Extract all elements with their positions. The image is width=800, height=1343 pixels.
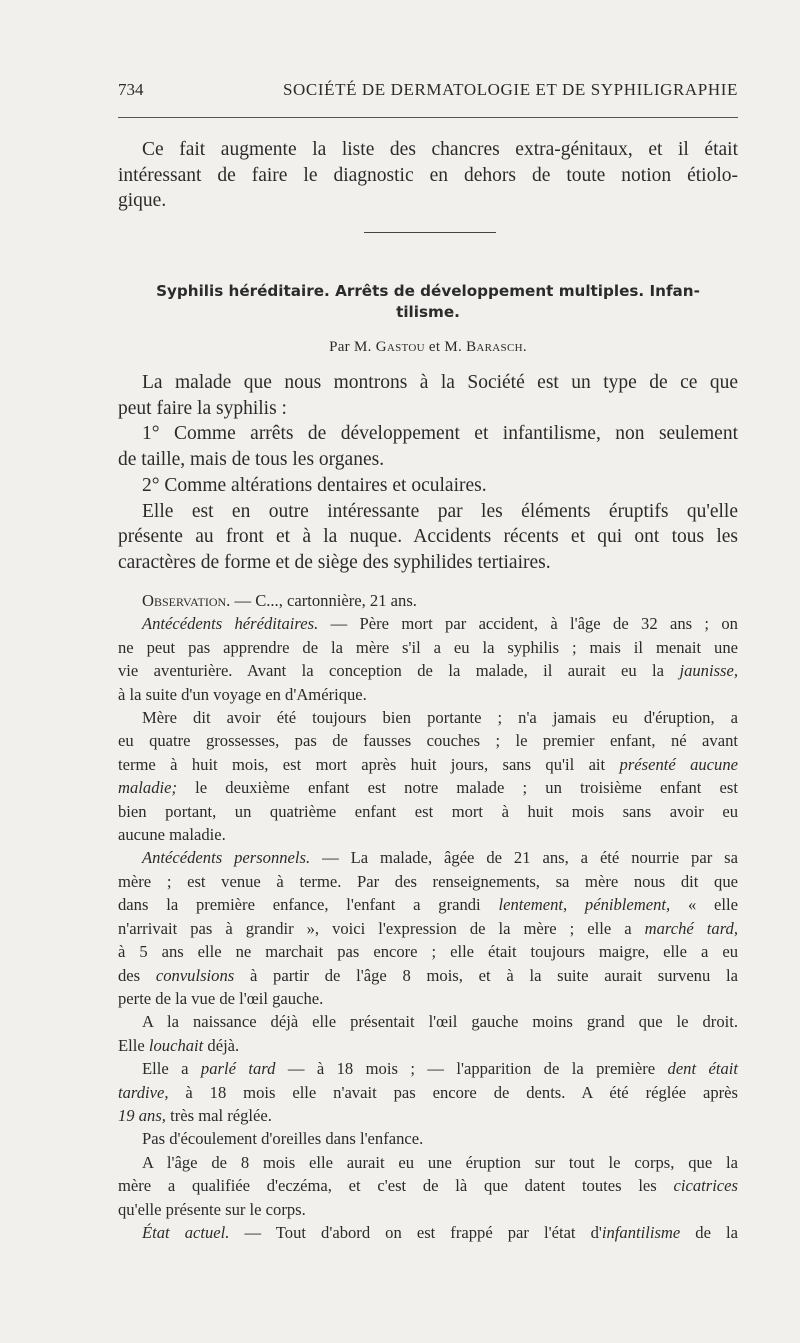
observation-label: Observation.: [142, 591, 231, 610]
author-name: Barasch: [466, 339, 523, 355]
text-line: à la suite d'un voyage en d'Amérique.: [118, 684, 367, 704]
text-line: Mère dit avoir été toujours bien portante ; n'a jamais eu d'éruption, a: [142, 708, 738, 728]
text-line: [118, 1221, 738, 1244]
text-line: Pas d'écoulement d'oreilles dans l'enfance.: [142, 1129, 424, 1149]
text-line: [118, 753, 738, 776]
text-run: dent était: [667, 1059, 738, 1079]
text-run: maladie;: [118, 778, 177, 798]
text-line: [118, 846, 738, 869]
running-title: SOCIÉTÉ DE DERMATOLOGIE ET DE SYPHILIGRAPHIE: [282, 80, 738, 99]
text-line: peut faire la syphilis :: [118, 397, 287, 419]
intro-paragraph: [118, 137, 738, 214]
text-run: déjà.: [203, 1035, 240, 1055]
text-run: mère a qualifiée d'eczéma, et c'est de là que datent toutes les: [118, 1176, 674, 1196]
hereditary-label: Antécédents héréditaires.: [142, 614, 319, 634]
text-line: bien portant, un quatrième enfant est mort à huit mois sans avoir eu: [118, 801, 738, 821]
text-run: très mal réglée.: [165, 1105, 272, 1125]
text-line: [118, 1057, 738, 1080]
text-line: [118, 776, 738, 799]
text-line: présente au front et à la nuque. Accidents récents et qui ont tous les: [118, 526, 738, 548]
text-line: 2° Comme altérations dentaires et oculaires.: [142, 474, 487, 496]
text-run: dans la première enfance, l'enfant a grandi: [118, 895, 499, 915]
running-head: [118, 80, 738, 100]
text-line: perte de la vue de l'œil gauche.: [118, 988, 324, 1008]
text-line: gique.: [118, 190, 167, 212]
text-line: eu quatre grossesses, pas de fausses couches ; le premier enfant, né avant: [118, 731, 738, 751]
text-run: cicatrices: [673, 1176, 738, 1196]
text-run: — Tout d'abord on est frappé par l'état d': [229, 1222, 602, 1242]
text-run: Elle: [118, 1035, 149, 1055]
text-run: terme à huit mois, est mort après huit jours, sans qu'il ait: [118, 754, 620, 774]
text-run: « elle: [670, 895, 739, 915]
text-line: à 5 ans elle ne marchait pas encore ; elle était toujours maigre, elle a eu: [118, 942, 738, 962]
text-line: Ce fait augmente la liste des chancres extra-génitaux, et il était: [142, 139, 738, 160]
lead-paragraphs: [118, 370, 738, 576]
authors-prefix: Par M.: [329, 339, 376, 355]
text-run: des: [118, 965, 156, 985]
title-line: tilisme.: [396, 303, 460, 321]
text-line: [118, 893, 738, 916]
text-line: La malade que nous montrons à la Société est un type de ce que: [142, 372, 738, 393]
text-line: [118, 1081, 738, 1104]
text-run: — à 18 mois ; — l'apparition de la première: [275, 1059, 668, 1079]
text-run: Elle a: [142, 1059, 201, 1079]
text-line: 1° Comme arrêts de développement et infantilisme, non seulement: [142, 423, 738, 445]
text-run: 19 ans,: [118, 1105, 166, 1125]
text-run: à partir de l'âge 8 mois, et à la suite aurait survenu la: [234, 965, 738, 985]
text-run: présenté aucune: [619, 754, 739, 774]
text-run: vie aventurière. Avant la conception de la malade, il aurait eu la: [118, 661, 680, 681]
text-line: [118, 1104, 738, 1127]
current-state-label: État actuel.: [142, 1222, 230, 1242]
text-line: A l'âge de 8 mois elle aurait eu une éruption sur tout le corps, que la: [142, 1152, 738, 1172]
header-rule: [118, 117, 738, 118]
text-line: ne peut pas apprendre de la mère s'il a eu la syphilis ; mais il menait une: [118, 637, 738, 657]
text-run: — La malade, âgée de 21 ans, a été nourrie par sa: [310, 848, 739, 868]
authors-suffix: .: [522, 339, 527, 355]
title-line: Syphilis héréditaire. Arrêts de développement multiples. Infan-: [156, 282, 700, 300]
text-run: infantilisme: [601, 1222, 681, 1242]
author-name: Gastou: [375, 339, 425, 355]
text-run: — Père mort par accident, à l'âge de 32 ans ; on: [318, 614, 738, 634]
text-run: — C..., cartonnière, 21 ans.: [230, 591, 417, 610]
text-run: tardive,: [118, 1082, 169, 1102]
text-line: intéressant de faire le diagnostic en dehors de toute notion étiolo-: [118, 164, 738, 186]
text-run: le deuxième enfant est notre malade ; un troisième enfant est: [177, 778, 738, 798]
text-line: [118, 964, 738, 987]
text-line: qu'elle présente sur le corps.: [118, 1199, 306, 1219]
observation-section: [118, 589, 738, 1244]
text-line: de taille, mais de tous les organes.: [118, 449, 385, 471]
text-run: jaunisse,: [679, 661, 738, 681]
text-line: caractères de forme et de siège des syphilides tertiaires.: [118, 551, 551, 573]
text-run: parlé tard: [200, 1059, 276, 1079]
text-line: [118, 659, 738, 682]
article-title: [118, 281, 738, 323]
authors-mid: et M.: [424, 339, 467, 355]
text-run: de la: [680, 1222, 738, 1242]
text-line: Elle est en outre intéressante par les éléments éruptifs qu'elle: [142, 500, 738, 522]
text-run: convulsions: [155, 965, 235, 985]
text-run: marché tard,: [644, 918, 738, 938]
page-number: 734: [118, 80, 144, 99]
text-run: lentement, péniblement,: [498, 895, 671, 915]
text-run: louchait: [148, 1035, 204, 1055]
text-line: [118, 917, 738, 940]
text-line: mère ; est venue à terme. Par des renseignements, sa mère nous dit que: [118, 871, 738, 891]
observation-heading: [118, 589, 738, 612]
text-line: [118, 1034, 738, 1057]
section-divider: [364, 232, 496, 233]
text-line: [118, 1174, 738, 1197]
text-run: n'arrivait pas à grandir », voici l'expression de la mère ; elle a: [118, 918, 645, 938]
text-line: [118, 612, 738, 635]
text-line: aucune maladie.: [118, 825, 226, 845]
article-authors: [118, 339, 738, 356]
personal-label: Antécédents personnels.: [142, 848, 311, 868]
text-run: à 18 mois elle n'avait pas encore de dents. A été réglée après: [168, 1082, 738, 1102]
text-line: A la naissance déjà elle présentait l'œil gauche moins grand que le droit.: [142, 1012, 738, 1032]
